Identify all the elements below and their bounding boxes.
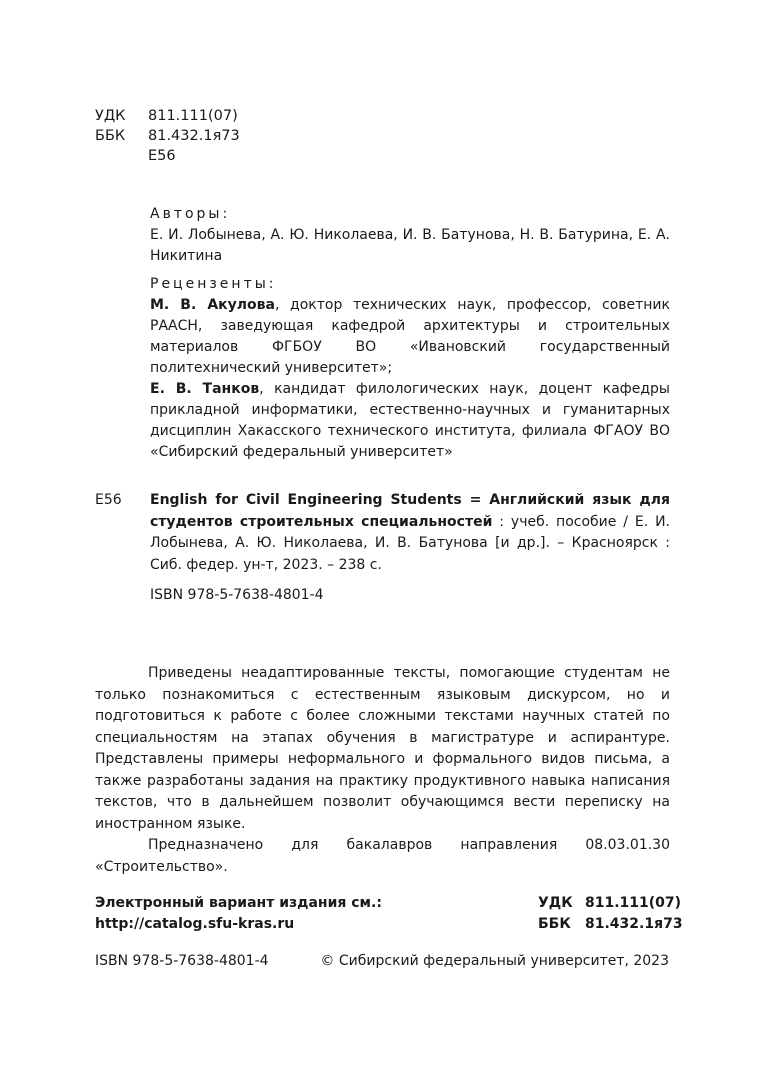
bbk-row [95, 126, 240, 146]
abstract-paragraph: Приведены неадаптированные тексты, помогающие студентам не только познакомиться с естественным языковым дискурсом, но и подготовиться к работе с более сложными текстами научных статей по специальностям на этапах обучения в магистратуре и аспирантуре. Представлены примеры неформального и формального видов письма, а также разработаны задания на практику продуктивного навыка написания текстов, что в дальнейшем позволит обучающимся вести переписку на иностранном языке. [95, 665, 670, 832]
bottom-classification-codes [538, 893, 683, 935]
authors-section [150, 204, 670, 267]
udk-row [95, 106, 240, 126]
reviewer-description: , кандидат филологических наук, доцент кафедры прикладной информатики, естественно-научных и гуманитарных дисциплин Хакасского технического института, филиала ФГАОУ ВО «Сибирский федеральный университет» [150, 381, 670, 460]
udk-value: 811.111(07) [148, 108, 238, 124]
reviewer-name: М. В. Акулова [150, 297, 275, 313]
bib-text [150, 490, 670, 576]
abstract-paragraph: Предназначено для бакалавров направления 08.03.01.30 «Строительство». [95, 837, 670, 875]
authors-names: Е. И. Лобынева, А. Ю. Николаева, И. В. Батунова, Н. В. Батурина, Е. А. Никитина [150, 227, 670, 264]
reviewer-entry [150, 379, 670, 463]
author-sign-row [95, 146, 240, 166]
authors-heading: Авторы: [150, 206, 231, 222]
udk-value: 811.111(07) [585, 895, 682, 911]
classification-codes [95, 106, 240, 166]
electronic-version-label: Электронный вариант издания см.: [95, 895, 382, 911]
bbk-label: ББК [95, 128, 126, 144]
electronic-version [95, 893, 382, 935]
bbk-value: 81.432.1я73 [148, 128, 240, 144]
bib-title: English for Civil Engineering Students = Английский язык для студентов строительных специальностей [150, 492, 670, 530]
reviewer-name: Е. В. Танков [150, 381, 260, 397]
bibliographic-record [95, 490, 670, 576]
bbk-label: ББК [538, 916, 571, 932]
bbk-value: 81.432.1я73 [585, 916, 683, 932]
reviewer-description: , доктор технических наук, профессор, советник РААСН, заведующая кафедрой архитектуры и строительных материалов ФГБОУ ВО «Ивановский государственный политехнический университет»; [150, 297, 670, 376]
reviewer-entry [150, 295, 670, 379]
copyright: © Сибирский федеральный университет, 2023 [320, 953, 669, 969]
bib-isbn: ISBN 978-5-7638-4801-4 [150, 587, 324, 603]
bbk-row [538, 914, 683, 935]
udk-label: УДК [95, 108, 126, 124]
author-sign: Е56 [148, 148, 176, 164]
udk-label: УДК [538, 895, 573, 911]
footer-isbn: ISBN 978-5-7638-4801-4 [95, 953, 269, 969]
reviewers-heading: Рецензенты: [150, 276, 277, 292]
udk-row [538, 893, 683, 914]
abstract [95, 663, 670, 878]
catalog-url: http://catalog.sfu-kras.ru [95, 916, 295, 932]
reviewers-section [150, 274, 670, 463]
bib-details: : учеб. пособие / Е. И. Лобынева, А. Ю. Николаева, И. В. Батунова [и др.]. – Красноярск : Сиб. федер. ун-т, 2023. – 238 с. [150, 513, 671, 573]
bib-code: Е56 [95, 492, 122, 508]
